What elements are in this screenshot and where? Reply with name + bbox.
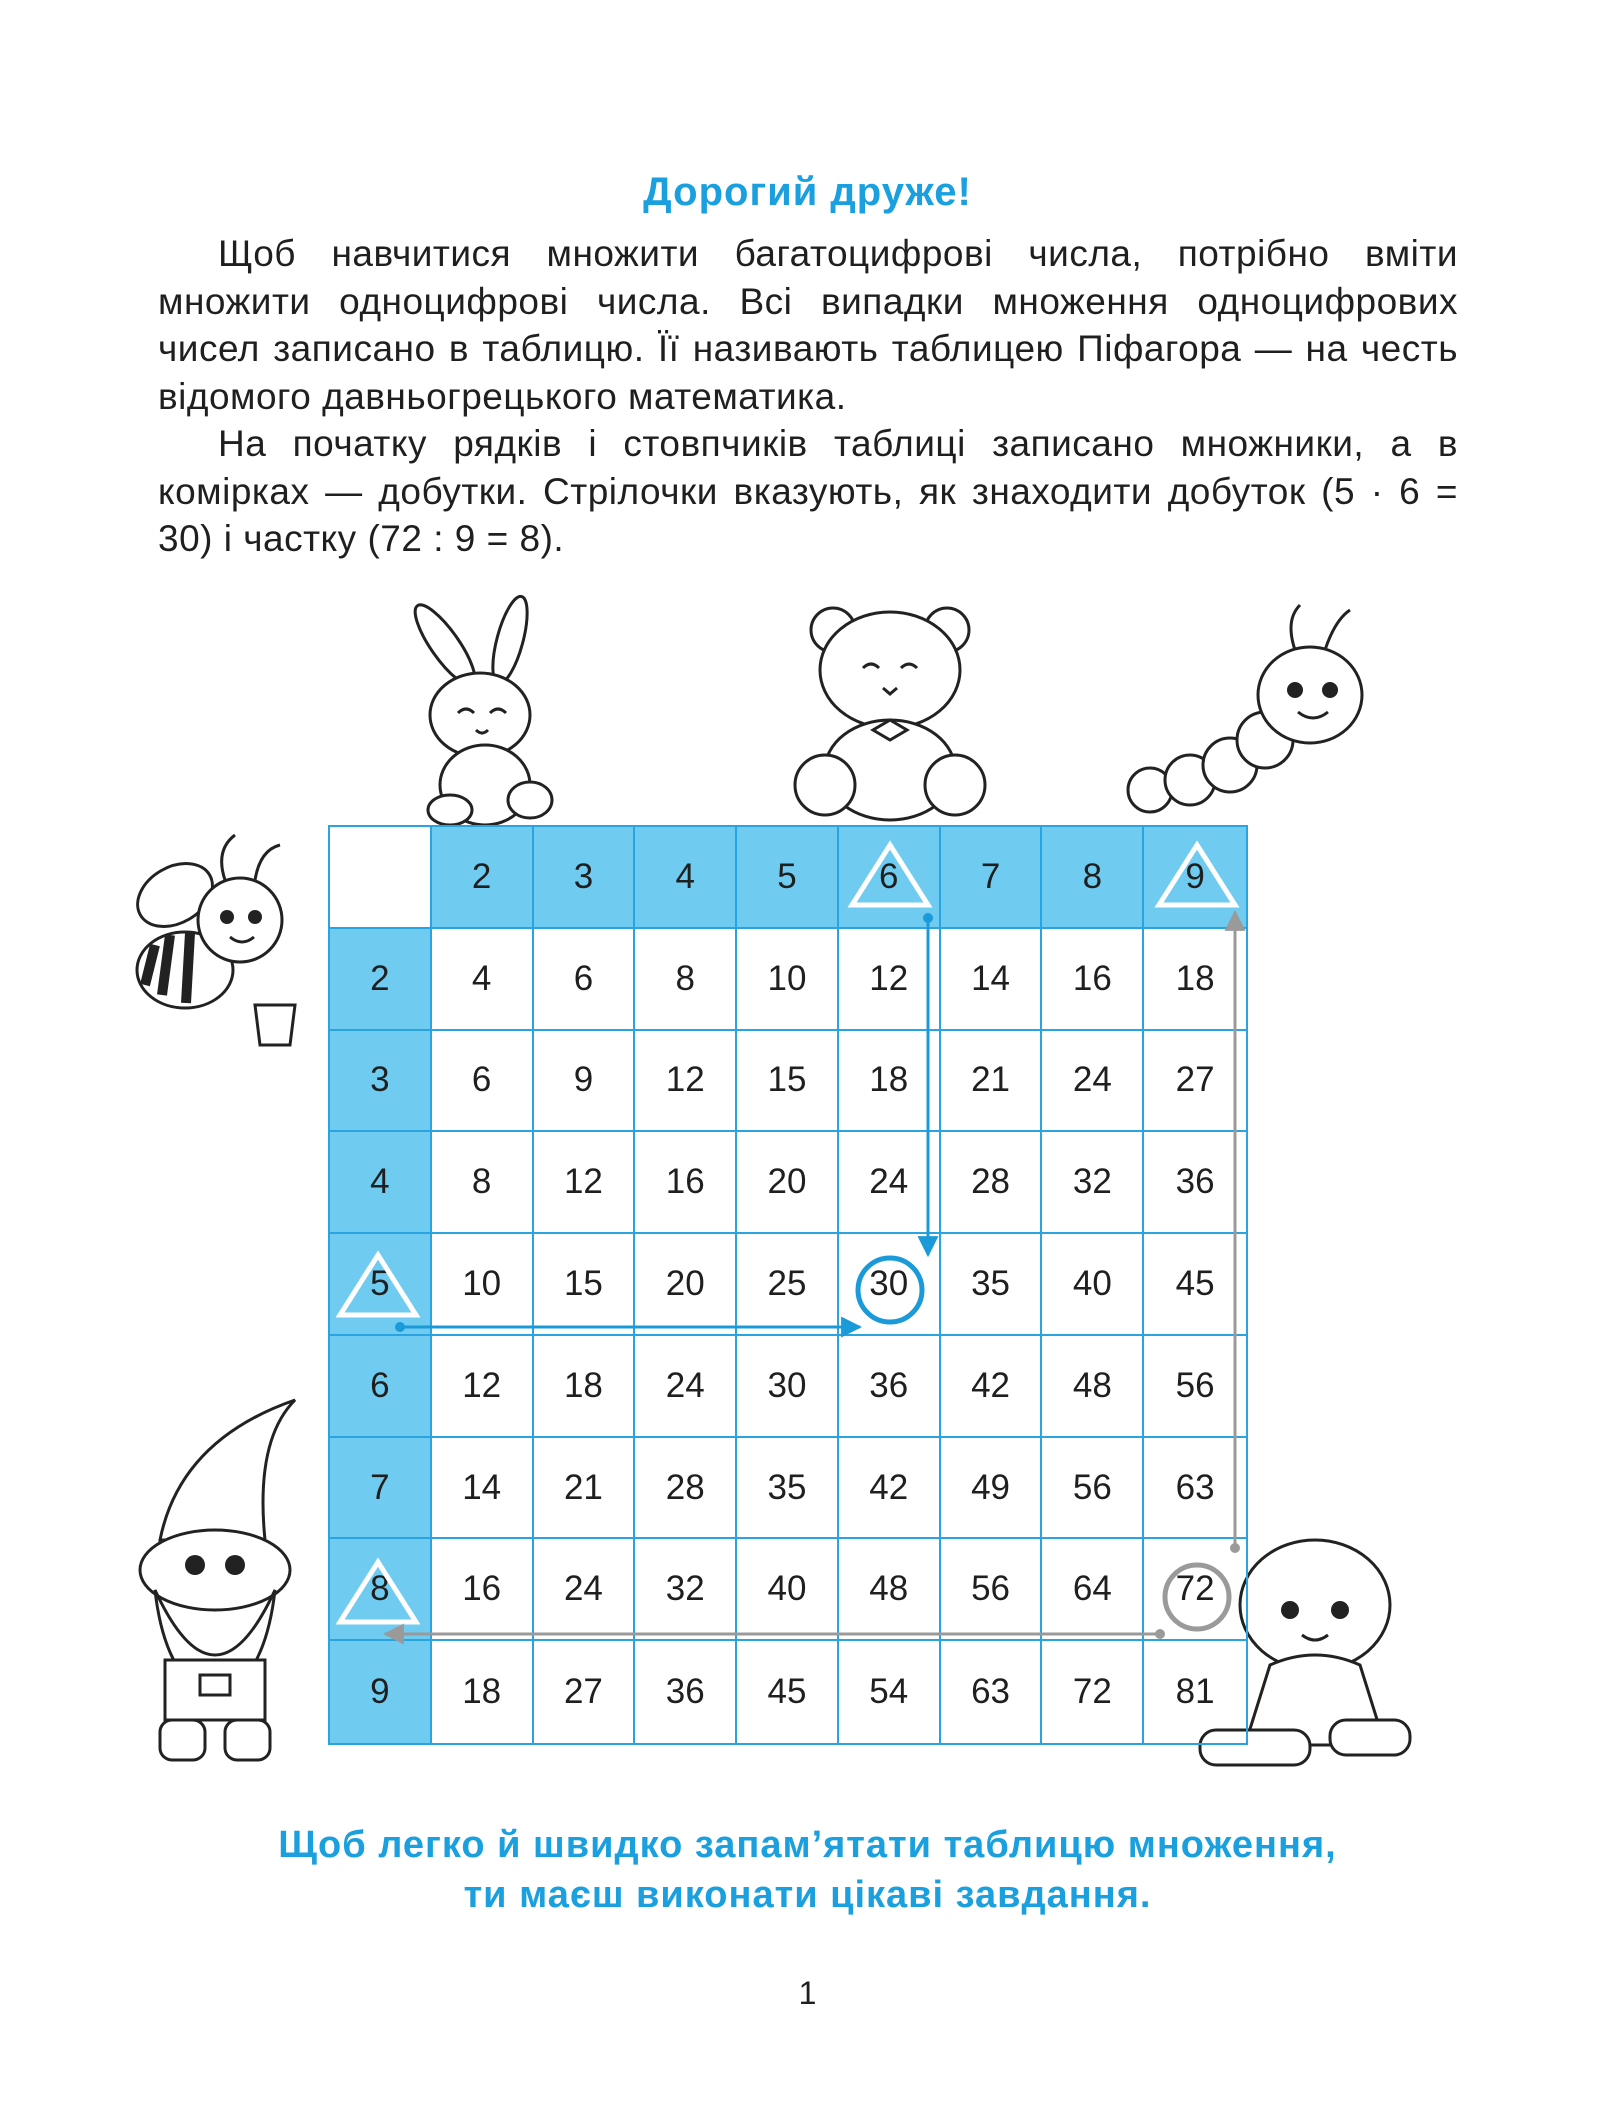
product-cell: 4 (432, 929, 534, 1031)
multiplication-table (328, 825, 1248, 1745)
row-label-cell: 4 (330, 1132, 432, 1234)
product-cell: 8 (635, 929, 737, 1031)
product-cell: 35 (941, 1234, 1043, 1336)
product-cell: 10 (737, 929, 839, 1031)
row-label-cell: 6 (330, 1336, 432, 1438)
product-cell: 10 (432, 1234, 534, 1336)
page-title: Дорогий друже! (643, 170, 972, 214)
product-cell: 15 (737, 1031, 839, 1133)
product-cell: 6 (534, 929, 636, 1031)
product-cell: 49 (941, 1438, 1043, 1540)
product-cell: 16 (1042, 929, 1144, 1031)
product-cell: 63 (1144, 1438, 1246, 1540)
header-cell: 2 (432, 827, 534, 929)
product-cell: 9 (534, 1031, 636, 1133)
product-cell: 12 (635, 1031, 737, 1133)
row-label-cell: 3 (330, 1031, 432, 1133)
product-cell: 56 (941, 1539, 1043, 1641)
product-cell: 45 (1144, 1234, 1246, 1336)
product-cell: 12 (432, 1336, 534, 1438)
product-cell: 64 (1042, 1539, 1144, 1641)
row-label-cell: 9 (330, 1641, 432, 1743)
row-label-cell: 7 (330, 1438, 432, 1540)
product-cell: 20 (635, 1234, 737, 1336)
product-cell: 36 (839, 1336, 941, 1438)
product-cell: 32 (1042, 1132, 1144, 1234)
product-cell: 40 (737, 1539, 839, 1641)
product-cell: 16 (635, 1132, 737, 1234)
intro-paragraph-2 (158, 420, 1458, 563)
header-cell: 6 (839, 827, 941, 929)
product-cell: 30 (839, 1234, 941, 1336)
product-cell: 81 (1175, 1672, 1215, 1712)
header-cell: 3 (534, 827, 636, 929)
product-cell: 32 (635, 1539, 737, 1641)
product-cell: 72 (1042, 1641, 1144, 1743)
header-cell: 4 (635, 827, 737, 929)
product-cell: 18 (534, 1336, 636, 1438)
header-cell: 9 (1144, 827, 1246, 929)
header-cell: 7 (941, 827, 1043, 929)
header-cell: 8 (1042, 827, 1144, 929)
intro-paragraph-1 (158, 230, 1458, 420)
product-cell: 24 (635, 1336, 737, 1438)
product-cell: 14 (432, 1438, 534, 1540)
product-cell: 42 (839, 1438, 941, 1540)
product-cell: 36 (1144, 1132, 1246, 1234)
product-cell: 63 (941, 1641, 1043, 1743)
product-cell: 8 (432, 1132, 534, 1234)
product-cell: 20 (737, 1132, 839, 1234)
intro-text (158, 230, 1458, 563)
product-cell: 35 (737, 1438, 839, 1540)
row-label-cell: 2 (330, 929, 432, 1031)
page-number: 1 (798, 1975, 817, 2011)
teddy-bear-illustration (785, 590, 995, 825)
product-cell: 12 (534, 1132, 636, 1234)
product-cell: 40 (1042, 1234, 1144, 1336)
product-cell: 48 (839, 1539, 941, 1641)
header-cell: 5 (737, 827, 839, 929)
product-cell: 15 (534, 1234, 636, 1336)
product-cell: 27 (1144, 1031, 1246, 1133)
bunny-illustration (390, 595, 570, 830)
product-cell: 25 (737, 1234, 839, 1336)
row-label-cell: 5 (330, 1234, 432, 1336)
footer-line-2: ти маєш виконати цікаві завдання. (463, 1874, 1152, 1916)
product-cell: 6 (432, 1031, 534, 1133)
footer-line-1: Щоб легко й швидко запам’ятати таблицю множення, (278, 1824, 1337, 1866)
caterpillar-illustration (1120, 600, 1390, 820)
product-cell: 27 (534, 1641, 636, 1743)
product-cell: 18 (432, 1641, 534, 1743)
product-cell: 36 (635, 1641, 737, 1743)
product-cell: 48 (1042, 1336, 1144, 1438)
product-cell: 18 (839, 1031, 941, 1133)
product-cell: 21 (534, 1438, 636, 1540)
gnome-illustration (120, 1390, 320, 1770)
product-cell: 54 (839, 1641, 941, 1743)
product-cell: 56 (1042, 1438, 1144, 1540)
product-cell: 21 (941, 1031, 1043, 1133)
table-corner-cell (330, 827, 432, 929)
product-cell: 12 (839, 929, 941, 1031)
product-cell: 56 (1144, 1336, 1246, 1438)
product-cell: 24 (534, 1539, 636, 1641)
row-label-cell: 8 (330, 1539, 432, 1641)
product-cell: 18 (1144, 929, 1246, 1031)
product-cell: 14 (941, 929, 1043, 1031)
bee-illustration (115, 825, 325, 1055)
product-cell: 16 (432, 1539, 534, 1641)
product-cell: 72 (1144, 1539, 1246, 1641)
product-cell: 28 (635, 1438, 737, 1540)
product-cell: 45 (737, 1641, 839, 1743)
product-cell: 24 (1042, 1031, 1144, 1133)
product-cell: 24 (839, 1132, 941, 1234)
intro-paragraph-1-text: Щоб навчитися множити багатоцифрові числа, потрібно вміти множити одноцифрові числа. Всі випадки множення одноцифрових чисел записано в таблицю. Її називають таблицею Піфагора — на честь відомого давньогрецького математика. (158, 233, 1458, 417)
footer-message (0, 1820, 1615, 1920)
product-cell: 42 (941, 1336, 1043, 1438)
intro-paragraph-2-text: На початку рядків і стовпчиків таблиці записано множники, а в комірках — добутки. Стрілочки вказують, як знаходити добуток (5 · 6 = 30) і частку (72 : 9 = 8). (158, 423, 1458, 559)
product-cell: 28 (941, 1132, 1043, 1234)
product-cell: 30 (737, 1336, 839, 1438)
